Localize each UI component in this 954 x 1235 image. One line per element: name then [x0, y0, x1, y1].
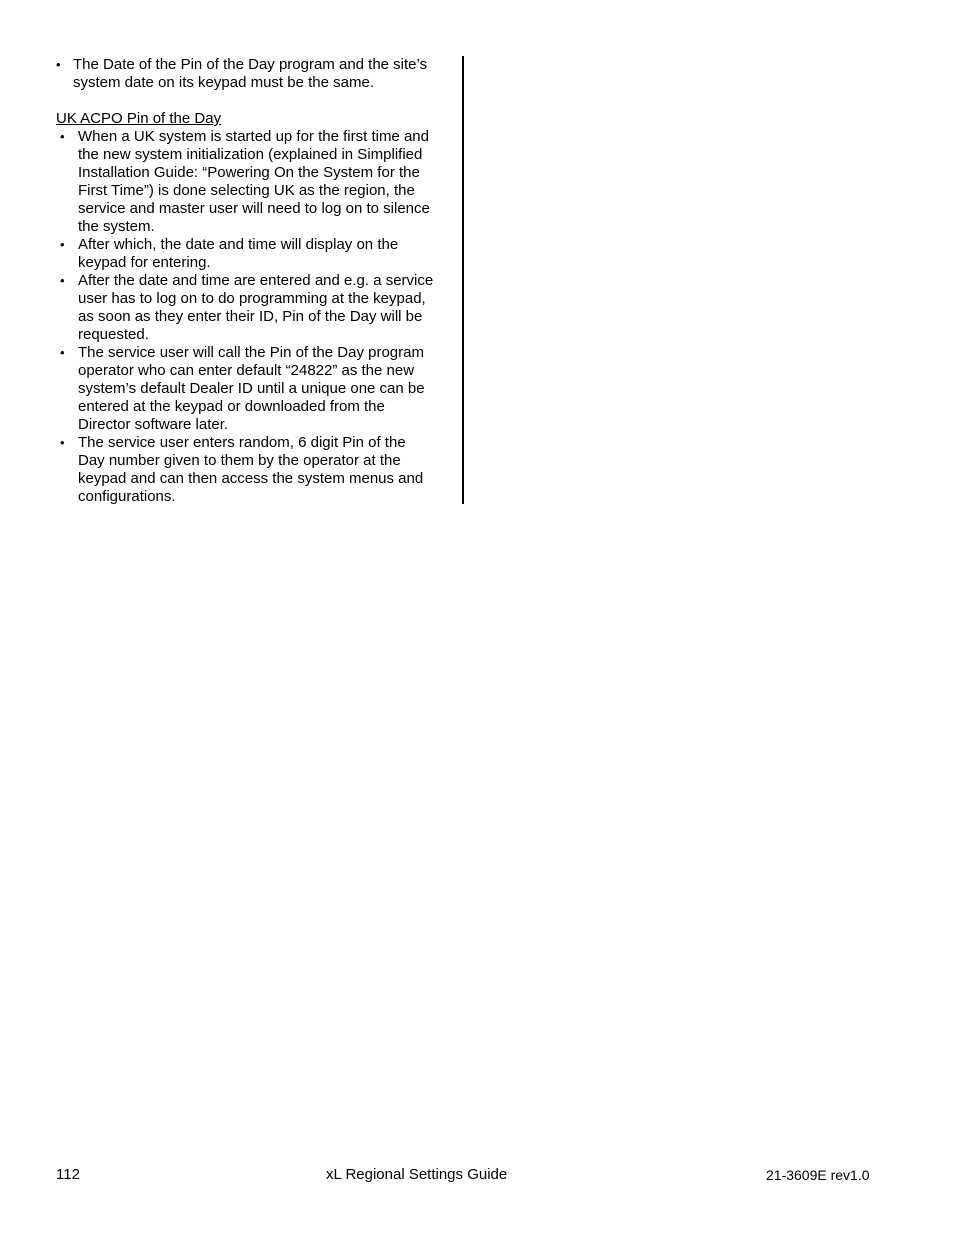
column-divider: [462, 56, 464, 504]
left-column: [56, 56, 436, 506]
page-number: 112: [56, 1166, 80, 1183]
list-item: • After the date and time are entered and e.g. a service user has to log on to do programming at the keypad, as soon as they enter their ID, Pin of the Day will be requested.: [56, 272, 436, 344]
intro-bullet-list: [56, 56, 436, 92]
list-item: • When a UK system is started up for the first time and the new system initialization (explained in Simplified Installation Guide: “Powering On the System for the First Time”) is done selecting UK as the region, the service and master user will need to log on to silence the system.: [56, 128, 436, 236]
guide-title: xL Regional Settings Guide: [326, 1166, 508, 1183]
list-item: • The Date of the Pin of the Day program and the site’s system date on its keypad must be the same.: [56, 56, 436, 92]
section-bullet-list: [56, 128, 436, 506]
list-item: • The service user enters random, 6 digit Pin of the Day number given to them by the operator at the keypad and can then access the system menus and configurations.: [56, 434, 436, 506]
list-item: • After which, the date and time will display on the keypad for entering.: [56, 236, 436, 272]
list-item: • The service user will call the Pin of the Day program operator who can enter default “24822” as the new system’s default Dealer ID until a unique one can be entered at the keypad or downloaded from the Director software later.: [56, 344, 436, 434]
section-heading: UK ACPO Pin of the Day: [56, 110, 222, 127]
document-number: 21-3609E rev1.0: [766, 1167, 870, 1183]
